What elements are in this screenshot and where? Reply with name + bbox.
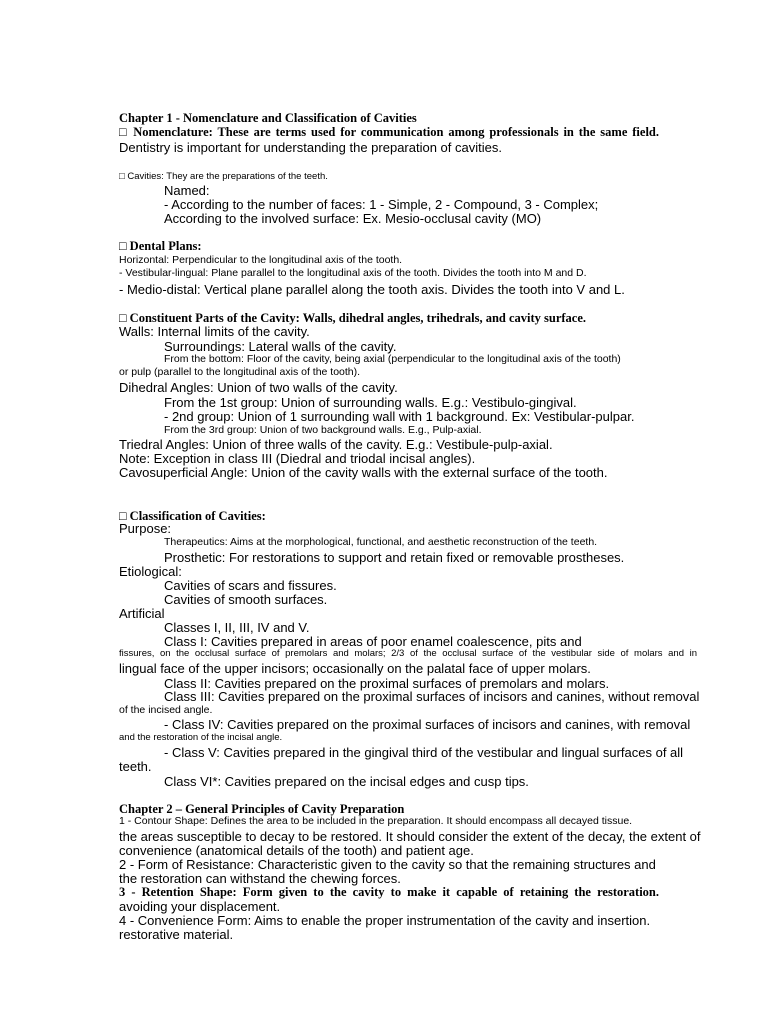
class5-line2: teeth. [119, 759, 152, 774]
horizontal-text: Horizontal: Perpendicular to the longitudinal axis of the tooth. [119, 254, 403, 266]
class6-text: Class VI*: Cavities prepared on the incisal edges and cusp tips. [164, 774, 529, 789]
bottom-text-line1: From the bottom: Floor of the cavity, being axial (perpendicular to the longitudinal axis of the tooth) [164, 353, 621, 365]
group3-text: From the 3rd group: Union of two background walls. E.g., Pulp-axial. [164, 424, 482, 436]
class4-line2: and the restoration of the incisal angle. [119, 732, 283, 743]
resistance-line1: 2 - Form of Resistance: Characteristic given to the cavity so that the remaining structures and [119, 857, 656, 872]
class1-line2: fissures, on the occlusal surface of premolars and molars; 2/3 of the occlusal surface of the vestibular side of molars and in [119, 648, 697, 659]
artificial-label: Artificial [119, 606, 165, 621]
classes-text: Classes I, II, III, IV and V. [164, 620, 310, 635]
contour-line1: 1 - Contour Shape: Defines the area to be included in the preparation. It should encompass all decayed tissue. [119, 815, 633, 827]
smooth-text: Cavities of smooth surfaces. [164, 592, 328, 607]
cavosuperficial-text: Cavosuperficial Angle: Union of the cavity walls with the external surface of the tooth. [119, 465, 608, 480]
contour-line2: the areas susceptible to decay to be restored. It should consider the extent of the decay, the extent of [119, 829, 701, 844]
therapeutics-text: Therapeutics: Aims at the morphological, functional, and aesthetic reconstruction of the teeth. [164, 536, 598, 548]
walls-text: Walls: Internal limits of the cavity. [119, 324, 310, 339]
group1-text: From the 1st group: Union of surrounding walls. E.g.: Vestibulo-gingival. [164, 395, 577, 410]
surface-text: According to the involved surface: Ex. Mesio-occlusal cavity (MO) [164, 211, 542, 226]
constituent-parts-heading: □ Constituent Parts of the Cavity: Walls, dihedral angles, trihedrals, and cavity surface. [119, 311, 587, 325]
faces-text: - According to the number of faces: 1 - Simple, 2 - Compound, 3 - Complex; [164, 197, 599, 212]
convenience-line2: restorative material. [119, 927, 234, 942]
prosthetic-text: Prosthetic: For restorations to support and retain fixed or removable prostheses. [164, 550, 625, 565]
bottom-text-line2: or pulp (parallel to the longitudinal axis of the tooth). [119, 366, 361, 378]
dihedral-text: Dihedral Angles: Union of two walls of the cavity. [119, 380, 398, 395]
class1-line3: lingual face of the upper incisors; occasionally on the palatal face of upper molars. [119, 661, 591, 676]
class4-line1: - Class IV: Cavities prepared on the proximal surfaces of incisors and canines, with removal [164, 717, 691, 732]
class5-line1: - Class V: Cavities prepared in the gingival third of the vestibular and lingual surfaces of all [164, 745, 684, 760]
scars-text: Cavities of scars and fissures. [164, 578, 337, 593]
named-label: Named: [164, 183, 210, 198]
surroundings-text: Surroundings: Lateral walls of the cavity. [164, 339, 397, 354]
classification-heading: □ Classification of Cavities: [119, 509, 266, 523]
convenience-line1: 4 - Convenience Form: Aims to enable the proper instrumentation of the cavity and insertion. [119, 913, 651, 928]
purpose-label: Purpose: [119, 521, 172, 536]
class3-line2: of the incised angle. [119, 704, 213, 716]
nomenclature-heading: □ Nomenclature: These are terms used for communication among professionals in the same field. [119, 125, 659, 139]
retention-line2: avoiding your displacement. [119, 899, 281, 914]
triedral-text: Triedral Angles: Union of three walls of the cavity. E.g.: Vestibule-pulp-axial. [119, 437, 553, 452]
class2-text: Class II: Cavities prepared on the proximal surfaces of premolars and molars. [164, 676, 610, 691]
dentistry-text: Dentistry is important for understanding the preparation of cavities. [119, 140, 502, 155]
class1-line1: Class I: Cavities prepared in areas of poor enamel coalescence, pits and [164, 634, 582, 649]
retention-line1: 3 - Retention Shape: Form given to the cavity to make it capable of retaining the restoration. [119, 885, 659, 899]
note-text: Note: Exception in class III (Diedral and triodal incisal angles). [119, 451, 476, 466]
etiological-label: Etiological: [119, 564, 182, 579]
class3-line1: Class III: Cavities prepared on the proximal surfaces of incisors and canines, without removal [164, 689, 700, 704]
chapter-1-title: Chapter 1 - Nomenclature and Classification of Cavities [119, 111, 417, 125]
contour-line3: convenience (anatomical details of the tooth) and patient age. [119, 843, 474, 858]
resistance-line2: the restoration can withstand the chewing forces. [119, 871, 401, 886]
medio-distal-text: - Medio-distal: Vertical plane parallel along the tooth axis. Divides the tooth into V and L. [119, 282, 625, 297]
group2-text: - 2nd group: Union of 1 surrounding wall with 1 background. Ex: Vestibular-pulpar. [164, 409, 635, 424]
dental-plans-heading: □ Dental Plans: [119, 239, 202, 253]
cavities-heading: □ Cavities: They are the preparations of the teeth. [119, 171, 328, 182]
chapter-2-title: Chapter 2 – General Principles of Cavity Preparation [119, 802, 405, 816]
vestibular-lingual-text: - Vestibular-lingual: Plane parallel to the longitudinal axis of the tooth. Divides the tooth into M and D. [119, 267, 587, 279]
